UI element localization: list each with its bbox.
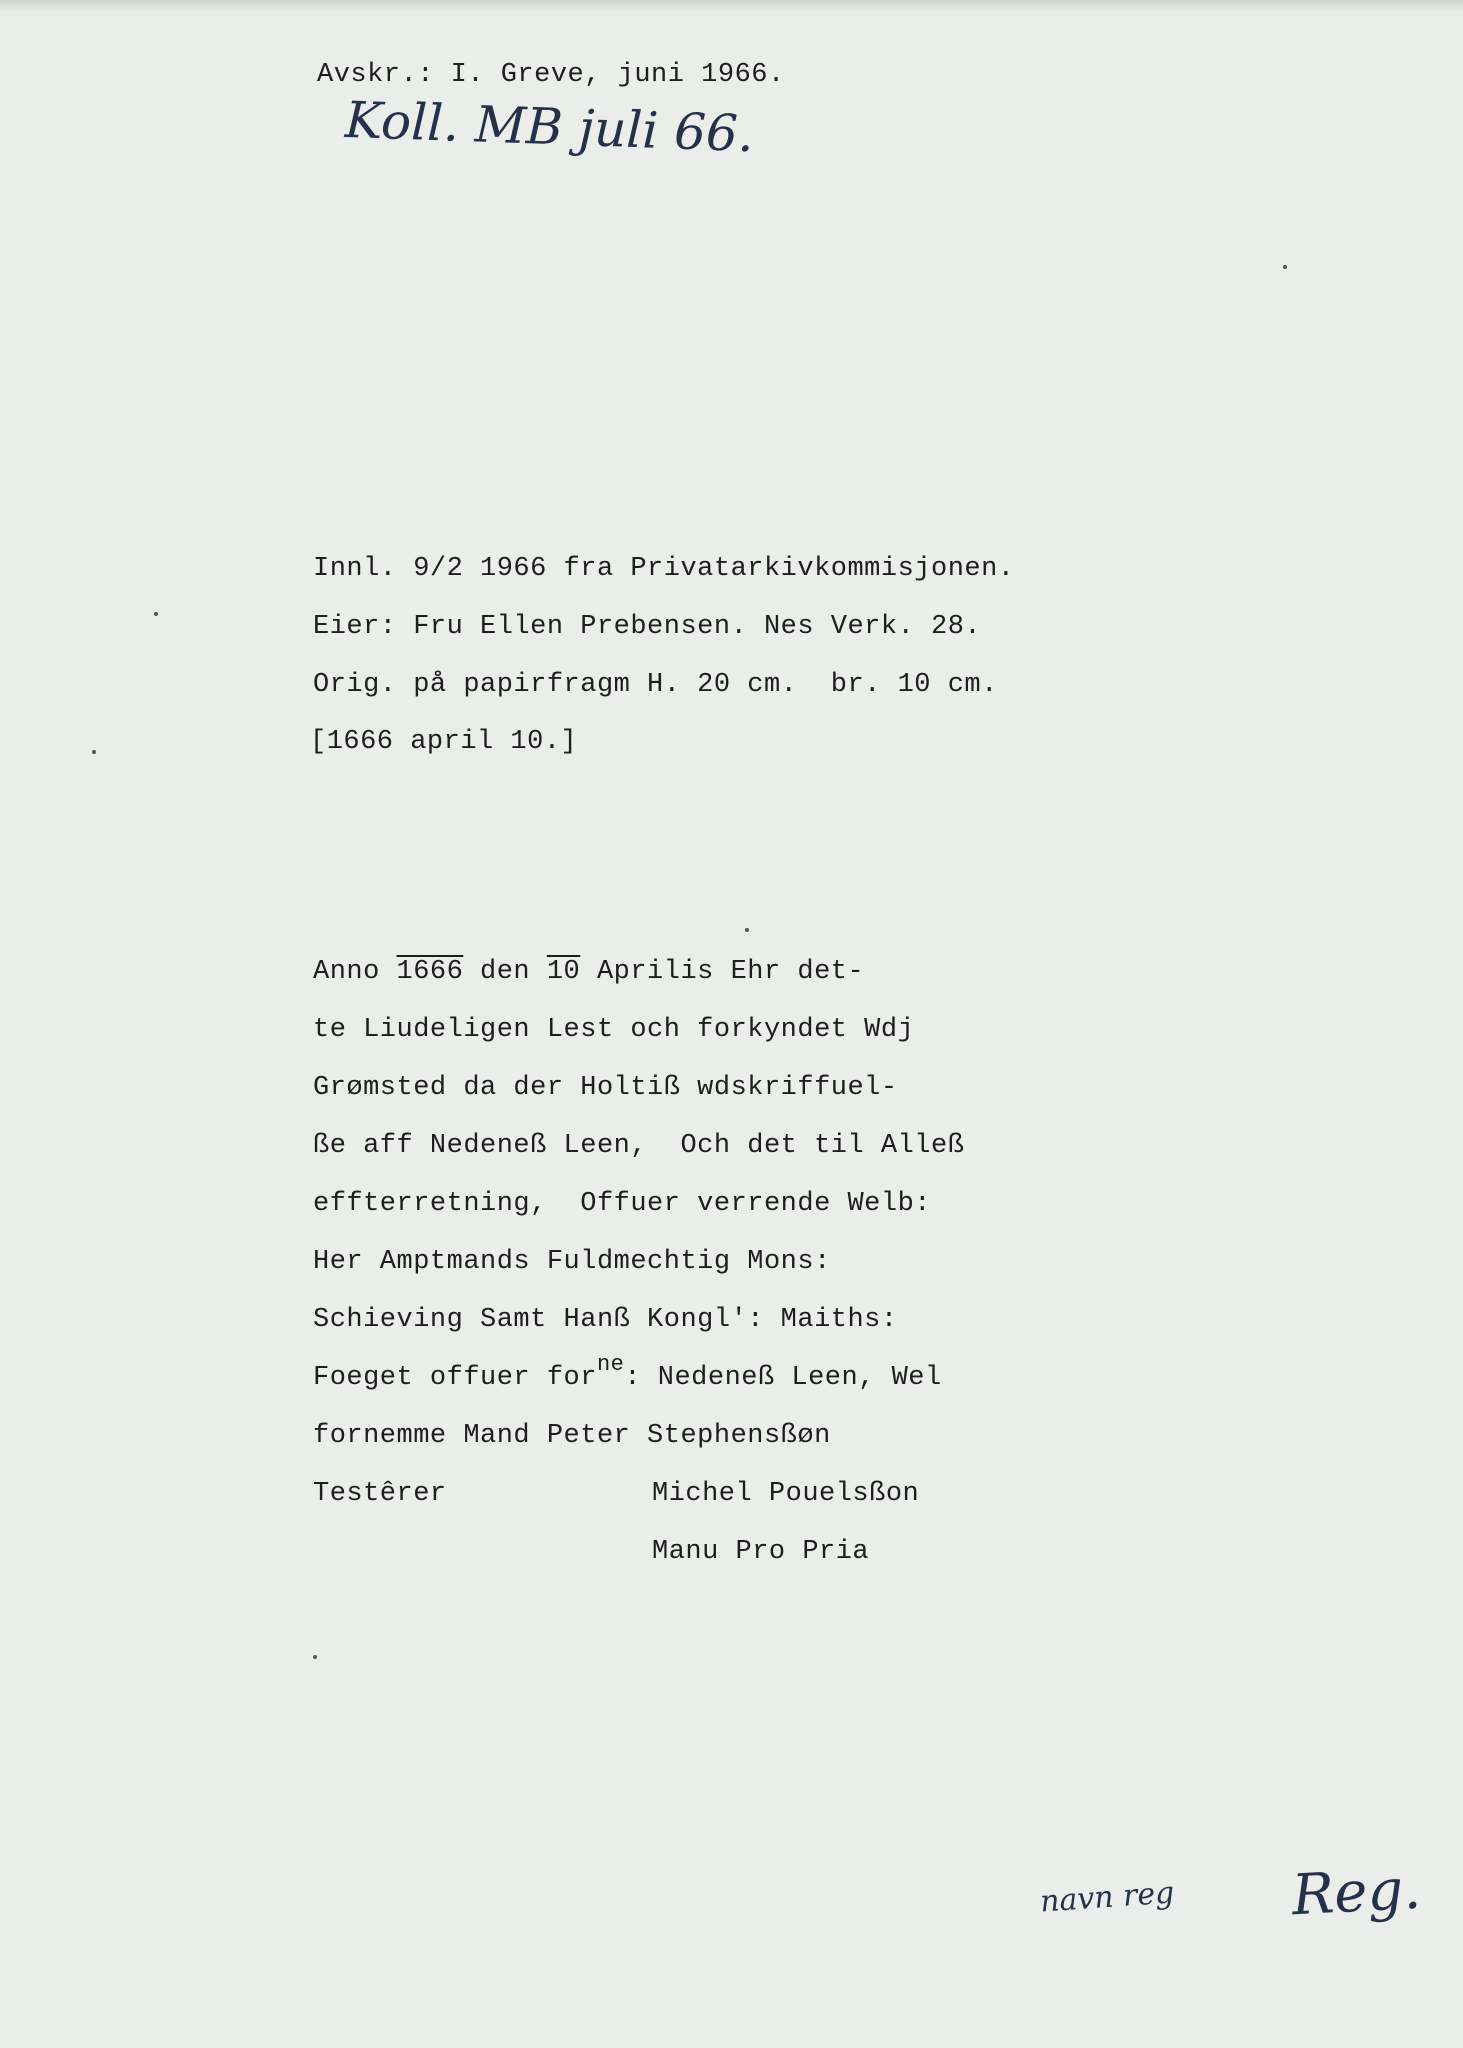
body-line-10-right: Michel Pouelsßon bbox=[652, 1479, 920, 1509]
handwritten-reg: Reg. bbox=[1290, 1856, 1423, 1929]
body-line-8-a: Foeget offuer for bbox=[313, 1363, 597, 1393]
body-line-1-c: Aprilis Ehr det- bbox=[580, 957, 865, 987]
scan-speck bbox=[92, 750, 96, 754]
meta-line-2: Eier: Fru Ellen Prebensen. Nes Verk. 28. bbox=[313, 612, 982, 642]
meta-line-1: Innl. 9/2 1966 fra Privatarkivkommisjonen. bbox=[313, 554, 1015, 584]
body-line-6: Her Amptmands Fuldmechtig Mons: bbox=[313, 1247, 831, 1277]
body-line-1 bbox=[313, 957, 864, 987]
body-line-11: Manu Pro Pria bbox=[652, 1537, 870, 1567]
superscript-ne: ne bbox=[596, 1352, 625, 1377]
year-overlined: 1666 bbox=[396, 957, 464, 987]
body-line-1-b: den bbox=[463, 957, 547, 987]
body-line-8-b: : Nedeneß Leen, Wel bbox=[624, 1363, 942, 1393]
transcriber-line: Avskr.: I. Greve, juni 1966. bbox=[317, 60, 785, 90]
body-line-7: Schieving Samt Hanß Kongl': Maiths: bbox=[313, 1305, 898, 1335]
body-line-1-a: Anno bbox=[313, 957, 397, 987]
body-line-10-left: Testêrer bbox=[313, 1479, 447, 1509]
scan-speck bbox=[1283, 265, 1287, 269]
scan-speck bbox=[313, 1655, 317, 1659]
checked-handwritten: Koll. MB juli 66. bbox=[344, 90, 755, 164]
handwritten-note-navn-reg: navn reg bbox=[1038, 1875, 1176, 1920]
body-line-2: te Liudeligen Lest och forkyndet Wdj bbox=[313, 1015, 915, 1045]
body-line-4: ße aff Nedeneß Leen, Och det til Alleß bbox=[313, 1131, 965, 1161]
scan-top-edge bbox=[0, 0, 1463, 12]
body-line-5: effterretning, Offuer verrende Welb: bbox=[313, 1189, 931, 1219]
meta-line-4: [1666 april 10.] bbox=[310, 727, 578, 757]
meta-line-3: Orig. på papirfragm H. 20 cm. br. 10 cm. bbox=[313, 670, 998, 700]
scan-speck bbox=[154, 612, 158, 616]
scan-speck bbox=[745, 928, 749, 932]
body-line-3: Grømsted da der Holtiß wdskriffuel- bbox=[313, 1073, 898, 1103]
body-line-8 bbox=[313, 1352, 942, 1393]
body-line-9: fornemme Mand Peter Stephensßøn bbox=[313, 1421, 831, 1451]
day-overlined: 10 bbox=[546, 957, 581, 987]
